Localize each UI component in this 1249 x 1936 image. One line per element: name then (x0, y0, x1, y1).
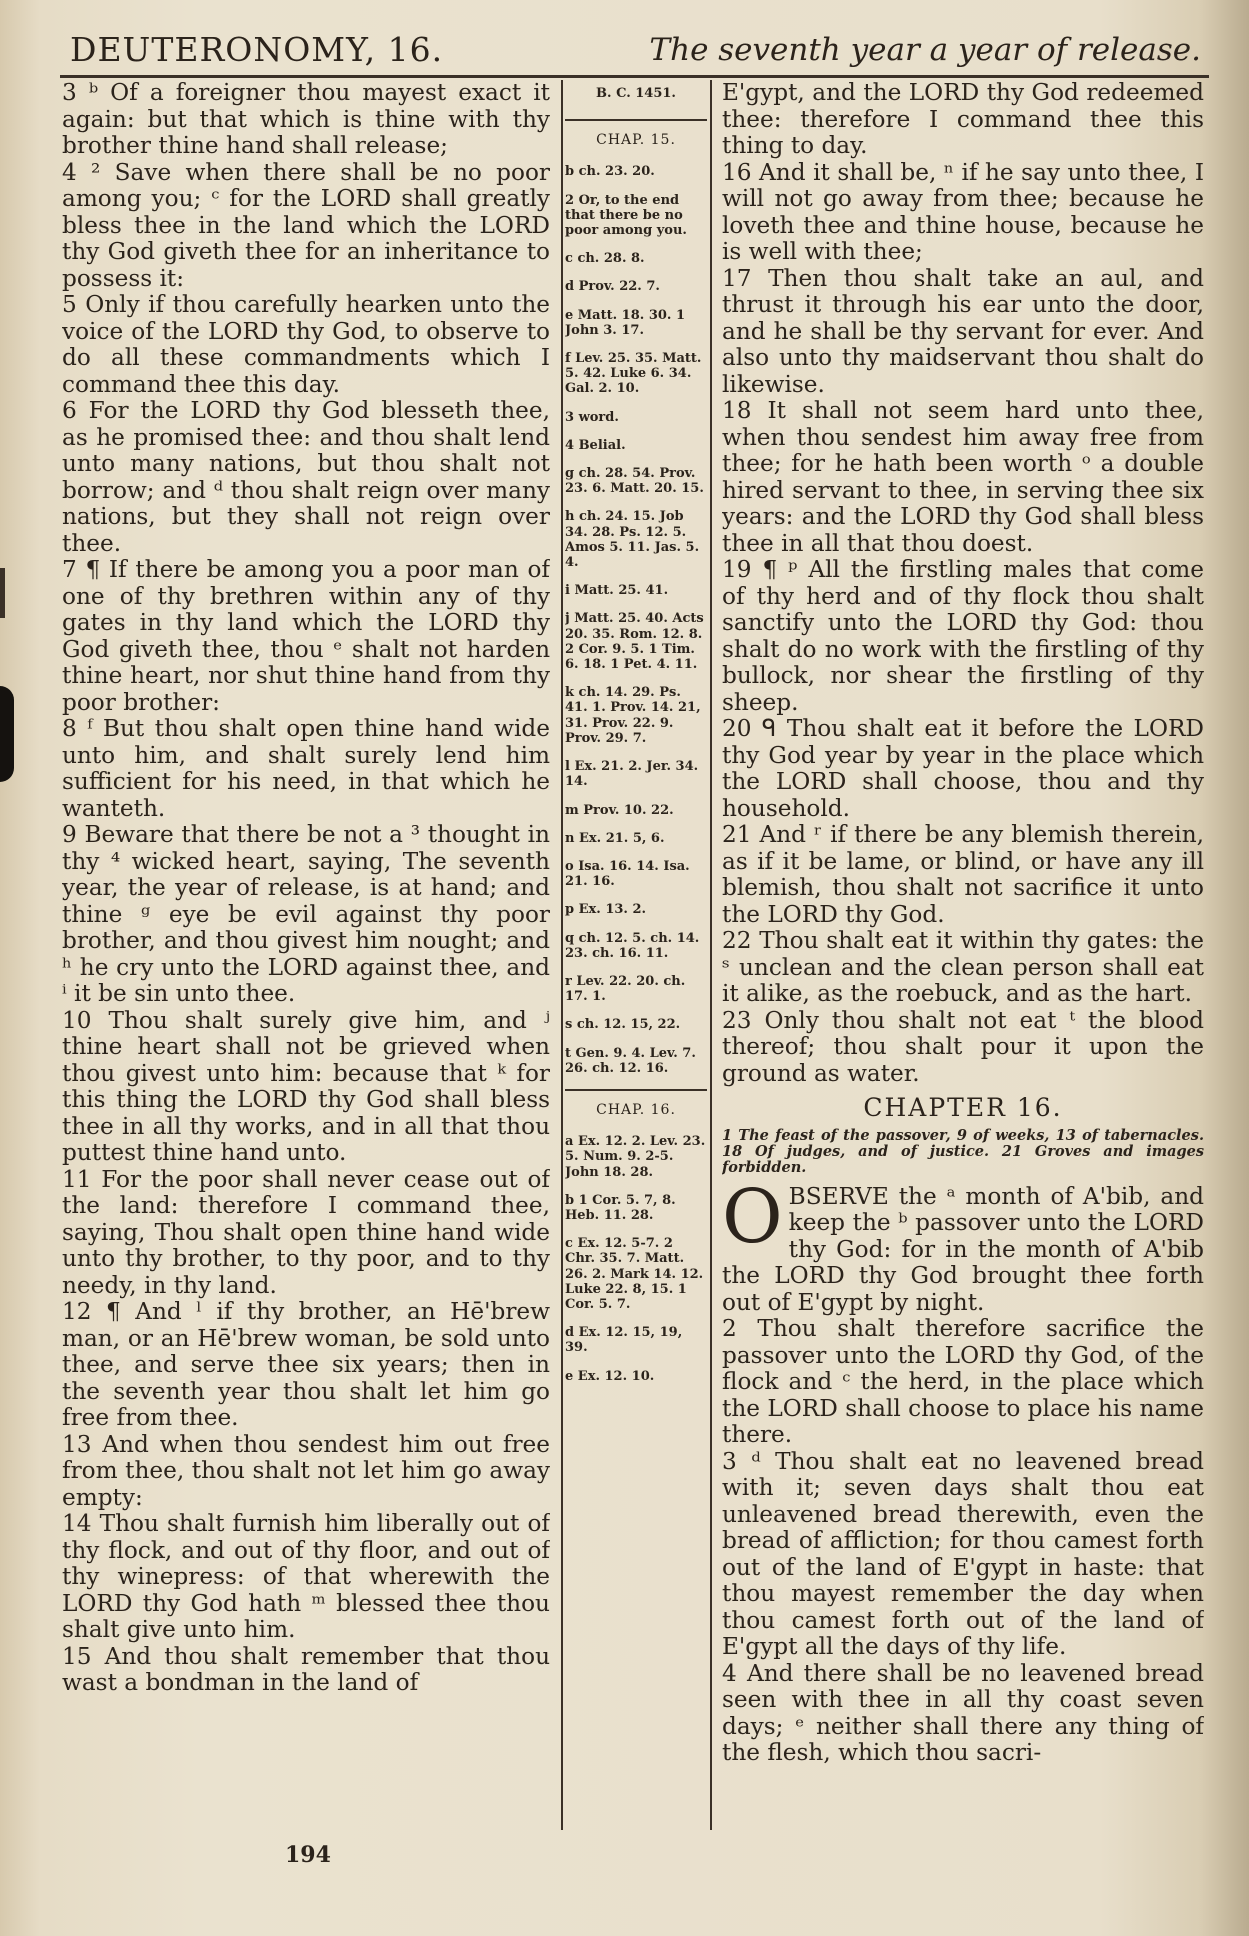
column-divider-left (561, 80, 563, 1830)
chapter-title: CHAPTER 16. (863, 1093, 1063, 1122)
margin-note: a Ex. 12. 2. Lev. 23. 5. Num. 9. 2-5. John 18. 28. (565, 1134, 706, 1180)
verse: E'gypt, and the LORD thy God redeemed thee: therefore I command thee this thing to day. (722, 80, 1204, 159)
book-title: DEUTERONOMY, 16. (70, 30, 444, 69)
reference-margin (565, 80, 707, 1830)
verse: 4 And there shall be no leavened bread seen with thee in all thy coast seven days; ᵉ neither shall there any thing of the flesh, which thou sacri- (722, 1659, 1204, 1766)
verse: 23 Only thou shalt not eat ᵗ the blood thereof; thou shalt pour it upon the ground as water. (722, 1006, 1204, 1087)
margin-rule (565, 1089, 707, 1091)
verse: 6 For the LORD thy God blesseth thee, as he promised thee: and thou shalt lend unto many nations, but thou shalt not borrow; and ᵈ thou shalt reign over many nations, but they shall not reign over thee. (62, 397, 550, 557)
margin-note: r Lev. 22. 20. ch. 17. 1. (565, 973, 686, 1005)
chapter-summary: 1 The feast of the passover, 9 of weeks, 13 of tabernacles. 18 Of judges, and of justice. 21 Groves and images forbidden. (722, 1126, 1204, 1176)
margin-note: s ch. 12. 15, 22. (565, 1017, 681, 1033)
verse: 4 ² Save when there shall be no poor among you; ᶜ for the LORD shall greatly bless thee in the land which the LORD thy God giveth thee for an inheritance to possess it: (62, 158, 550, 292)
verse: 3 ᵈ Thou shalt eat no leavened bread with it; seven days shalt thou eat unleavened bread therewith, even the bread of affliction; for thou camest forth out of the land of E'gypt in haste: that thou mayest remember the day when thou camest forth out of the land of E'gypt all the days of thy life. (722, 1447, 1204, 1660)
left-text-column (62, 80, 550, 1825)
column-divider-right (710, 80, 712, 1830)
margin-note: 3 word. (565, 409, 619, 425)
verse-text: BSERVE the ᵃ month of A'bib, and keep the ᵇ passover unto the LORD thy God: for in the month of A'bib the LORD thy God brought thee forth out of E'gypt by night. (722, 1182, 1204, 1316)
header-rule (60, 75, 1209, 78)
margin-note: f Lev. 25. 35. Matt. 5. 42. Luke 6. 34. Gal. 2. 10. (565, 351, 702, 397)
verse: 13 And when thou sendest him out free from thee, thou shalt not let him go away empty: (62, 1430, 550, 1511)
verse: 19 ¶ ᵖ All the firstling males that come of thy herd and of thy flock thou shalt sanctify unto the LORD thy God: thou shalt do no work with the firstling of thy bullock, nor shear the firstling of thy sheep. (722, 556, 1204, 716)
verse: 11 For the poor shall never cease out of the land: therefore I command thee, saying, Thou shalt open thine hand wide unto thy brother, to thy poor, and to thy needy, in thy land. (62, 1165, 550, 1299)
margin-rule (565, 119, 707, 121)
verse (722, 1173, 1204, 1317)
margin-note: c Ex. 12. 5-7. 2 Chr. 35. 7. Matt. 26. 2. Mark 14. 12. Luke 22. 8, 15. 1 Cor. 5. 7. (565, 1236, 704, 1312)
chapter-15-ref-heading: CHAP. 15. (596, 132, 676, 149)
verse: 18 It shall not seem hard unto thee, when thou sendest him away free from thee; for he hath been worth ᵒ a double hired servant to thee, in serving thee six years: and the LORD thy God shall bless thee in all that thou doest. (722, 397, 1204, 557)
margin-note: b 1 Cor. 5. 7, 8. Heb. 11. 28. (565, 1192, 676, 1223)
thumb-index-tab (0, 686, 14, 782)
margin-note: b ch. 23. 20. (565, 164, 655, 180)
margin-note: q ch. 12. 5. ch. 14. 23. ch. 16. 11. (565, 930, 700, 961)
margin-note: c ch. 28. 8. (565, 251, 645, 267)
verse: 21 And ʳ if there be any blemish therein, as if it be lame, or blind, or have any ill blemish, thou shalt not sacrifice it unto the LORD thy God. (722, 821, 1204, 928)
verse: 8 ᶠ But thou shalt open thine hand wide unto him, and shalt surely lend him sufficient for his need, in that which he wanteth. (62, 715, 550, 822)
margin-note: g ch. 28. 54. Prov. 23. 6. Matt. 20. 15. (565, 466, 704, 497)
page-number: 194 (285, 1842, 331, 1868)
margin-note: t Gen. 9. 4. Lev. 7. 26. ch. 12. 16. (565, 1045, 696, 1076)
verse: 10 Thou shalt surely give him, and ʲ thine heart shall not be grieved when thou givest unto him: because that ᵏ for this thing the LORD thy God shall bless thee in all thy works, and in all that thou puttest thine hand unto. (62, 1006, 550, 1166)
margin-note: e Matt. 18. 30. 1 John 3. 17. (565, 307, 686, 338)
margin-note: o Isa. 16. 14. Isa. 21. 16. (565, 858, 690, 890)
running-head: The seventh year a year of release. (649, 32, 1201, 68)
margin-note: m Prov. 10. 22. (565, 802, 674, 818)
drop-cap: O (722, 1173, 783, 1260)
margin-note: p Ex. 13. 2. (565, 902, 647, 918)
margin-note: 2 Or, to the end that there be no poor among you. (565, 192, 687, 239)
verse: 22 Thou shalt eat it within thy gates: the ˢ unclean and the clean person shall eat it alike, as the roebuck, and as the hart. (722, 927, 1204, 1007)
right-text-column (722, 80, 1204, 1825)
verse: 20 ᑫ Thou shalt eat it before the LORD thy God year by year in the place which the LORD shall choose, thou and thy household. (722, 715, 1204, 822)
verse: 9 Beware that there be not a ³ thought in thy ⁴ wicked heart, saying, The seventh year, the year of release, is at hand; and thine ᵍ eye be evil against thy poor brother, and thou givest him nought; and ʰ he cry unto the LORD against thee, and ⁱ it be sin unto thee. (62, 821, 550, 1007)
margin-note: e Ex. 12. 10. (565, 1368, 655, 1384)
margin-note: k ch. 14. 29. Ps. 41. 1. Prov. 14. 21, 31. Prov. 22. 9. Prov. 29. 7. (565, 685, 701, 746)
margin-note: d Ex. 12. 15, 19, 39. (565, 1325, 683, 1356)
verse: 15 And thou shalt remember that thou wast a bondman in the land of (62, 1642, 550, 1696)
verse: 16 And it shall be, ⁿ if he say unto thee, I will not go away from thee; because he loveth thee and thine house, because he is well with thee; (722, 158, 1204, 265)
date-label: B. C. 1451. (596, 86, 676, 101)
edge-mark (0, 568, 5, 618)
verse: 3 ᵇ Of a foreigner thou mayest exact it again: but that which is thine with thy brother thine hand shall release; (62, 80, 550, 159)
verse: 5 Only if thou carefully hearken unto the voice of the LORD thy God, to observe to do all these commandments which I command thee this day. (62, 291, 550, 398)
margin-note: d Prov. 22. 7. (565, 279, 660, 295)
verse: 14 Thou shalt furnish him liberally out of thy flock, and out of thy floor, and out of thy winepress: of that wherewith the LORD thy God hath ᵐ blessed thee thou shalt give unto him. (62, 1510, 550, 1643)
verse: 12 ¶ And ˡ if thy brother, an Hē'brew man, or an Hē'brew woman, be sold unto thee, and serve thee six years; then in the seventh year thou shalt let him go free from thee. (62, 1298, 550, 1431)
verse: 17 Then thou shalt take an aul, and thrust it through his ear unto the door, and he shall be thy servant for ever. And also unto thy maidservant thou shalt do likewise. (722, 264, 1204, 398)
margin-note: j Matt. 25. 40. Acts 20. 35. Rom. 12. 8. 2 Cor. 9. 5. 1 Tim. 6. 18. 1 Pet. 4. 11. (565, 611, 704, 673)
margin-note: i Matt. 25. 41. (565, 583, 669, 599)
margin-note: h ch. 24. 15. Job 34. 28. Ps. 12. 5. Amos 5. 11. Jas. 5. 4. (565, 509, 700, 571)
verse: 7 ¶ If there be among you a poor man of one of thy brethren within any of thy gates in thy land which the LORD thy God giveth thee, thou ᵉ shalt not harden thine heart, nor shut thine hand from thy poor brother: (62, 556, 550, 716)
margin-note: l Ex. 21. 2. Jer. 34. 14. (565, 759, 699, 790)
verse: 2 Thou shalt therefore sacrifice the passover unto the LORD thy God, of the flock and ᶜ the herd, in the place which the LORD shall choose to place his name there. (722, 1315, 1204, 1448)
chapter-16-ref-heading: CHAP. 16. (596, 1101, 676, 1118)
margin-note: n Ex. 21. 5, 6. (565, 830, 665, 846)
page-header (70, 30, 1201, 74)
margin-note: 4 Belial. (565, 437, 626, 453)
